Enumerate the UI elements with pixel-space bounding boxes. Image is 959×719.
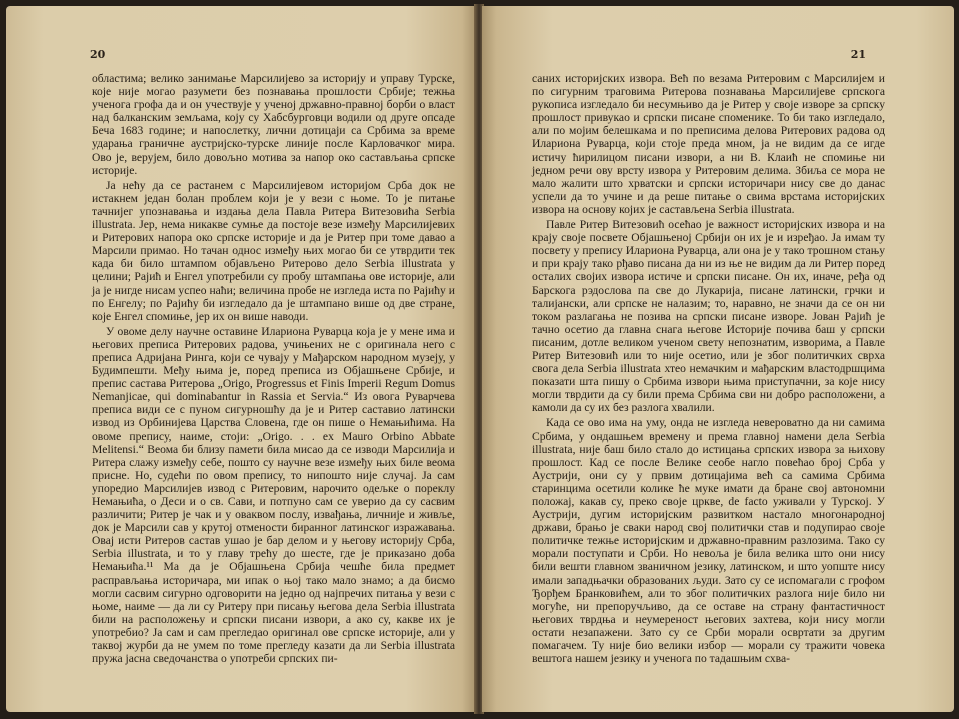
page-number: 20 [90, 48, 106, 61]
paragraph: саних историјских извора. Већ по везама Ритеровим с Марсилијем и по сигурним траговима Ритерова познавања Марсилијеве српскога рукописа изгледало би несумњиво да је Ритер у своје изворе за српску прошлост привукао и српски писане споменике. То би тако изгледало, али по мојим белешкама и по преписима делова Ритерових радова од Илариона Руварца, који стоје преда мном, ја не видим да се игде истичу ћирилицом писани извори, а ни В. Клаић не спомиње ни једном речи ову врсту извора у Ритеровим делима. Збиља се мора не мало жалити што хрватски и српски историчари нису све до данас успели да то учине и да реше питање о свима врстама историјских извора на основу којих је састављена Serbia illustrata. [532, 72, 885, 216]
paragraph: Ја нећу да се растанем с Марсилијевом историјом Срба док не истакнем један болан проблем који је у вези с њоме. То је питање тачнијег упознавања и издања дела Павла Ритера Витезовића Serbia illustrata. Јер, нема никакве сумње да постоје везе између Марсилијевих и Ритерових напора око српске историје и да је Ритер при томе давао а Марсили примао. Но тачан однос између њих могао би се утврдити тек када би било штампом објављено Ритерово дело Serbia illustrata у целини; Рајић и Енгел употребили су пробу штампања ове историје, али ја је нигде нисам успео наћи; величина пробе не изгледа иста по Рајићу и по Енгелу; по Рајићу би изгледало да је штампано више од две стране, које Енгел спомиње, јер их он више наводи. [92, 178, 455, 323]
left-page [6, 6, 476, 712]
page-text [92, 72, 455, 665]
page-text [532, 72, 885, 665]
page-number: 21 [850, 48, 866, 61]
right-page [482, 6, 954, 712]
paragraph: У овоме делу научне оставине Илариона Руварца која је у мене има и његових преписа Ритерових радова, учињених не с оригинала него с преписа Адријана Ринга, који се чувају у Мађарском народном музеју, у Будимпешти. Међу њима је, поред преписа из Објашњене Србије, и препис састава Ритерова „Origo, Progressus et Finis Imperii Regum Domus Nemanjicae, qui dominabantur in Rassia et Servia.“ Из овога Руварчева преписа види се с пуном сигурношћу да је и Ритер саставио латински извод из Орбинијева Царства Словена, где он пише о Немањићима. На овоме препису, наиме, стоји: „Origo. . . ex Mauro Orbino Abbate Melitensi.“ Веома би близу памети била мисао да се изводи Марсилија и Ритера слажу између себе, пошто су научне везе између њих биле веома присне. Но, судећи по овом препису, то нипошто није случај. Ја сам упоредио Марсилијев извод с Ритеровим, нарочито одељке о пореклу Немањића, о Деси и о св. Сави, и потпуно сам се уверио да су сасвим различити; Ритер је чак и у оваквом послу, извађања, личније и живље, док је Марсили сав у крутој отмености биранног латинског изражавања. Овај исти Ритеров састав ушао је бар делом и у његову историју Срба, Serbia illustrata, и то у главу трећу до шесте, где је приказано доба Немањића.¹¹ Ма да је Објашњена Србија чешће била предмет расправљања историчара, ми ипак о њој тако мало знамо; а да бисмо могли сасвим сигурно одговорити на једно од најпречих питања у вези с њоме, наиме — да ли су Ритеру при писању његова дела Serbia illustrata били на расположењу и српски писани извори, а ако су, какве их је употребио? Ја сам и сам прегледао оригинал ове српске историје, али у таквој журби да не умем по томе прегледу казати да ли Serbia illustrata пружа јасна сведочанства о употреби српских пи- [92, 324, 455, 666]
paragraph: областима; велико занимање Марсилијево за историју и управу Турске, које није могао разумети без познавања прошлости Србије; тежња ученога грофа да и он учествује у ученој државно-правној борби о власт над балканским земљама, коју су Хабсбурговци водили од друге опсаде Беча 1683 године; и напослетку, лични дотицаји са Србима за време ударања граничне аустријско-турске линије после Карловачког мира. Ово је, верујем, било довољно мотива за напор око састављања српске историје. [92, 72, 455, 177]
paragraph: Павле Ритер Витезовић осећао је важност историјских извора и на крају своје посвете Објашњеној Србији он их је и изређао. Ја имам ту посвету у препису Илариона Руварца, али она је у тако трошном стању и при крају тако рђаво писана да ни из ње не видим да ли Ритер поред осталих својих извора истиче и српски писане. Он их, иначе, ређа од Барскога рэдослова па све до Лукарија, писане латински, грчки и талијански, али српске не налазим; то, наравно, не значи да се он ни током разлагања не позива на српски писане изворе. Јован Рајић је тачно осетио да главна снага његове Историје почива баш у српски писаним, дотле великом ученом свету непознатим, изворима, а Павле Ритер Витезовић или то није осетио, или је због политичких сврха свога дела Serbia illustrata хтео немачким и мађарским властодршцима показати шта пишу о Србима извори њима приступачни, за које нису могли тврдити да су били према Србима сви ни добро расположени, а камоли да су их без разлога хвалили. [532, 218, 885, 415]
paragraph: Када се ово има на уму, онда не изгледа невероватно да ни самима Србима, у ондашњем времену и према главној намени дела Serbia illustrata, није баш било стало до истицања српских извора за њихову прошлост. Кад се после Велике сеобе нагло повећао број Срба у Аустрији, они су у првим дотицајима већ са самима Србима старинцима осетили колике ће муке имати да бране свој автономни положај, какав су, преко своје цркве, de facto уживали у Турској. У Аустрији, дугим историјским развитком настало многонародној држави, брањо је сваки народ свој политички став и подупирао своје политичке тежње историјским и државно-правним разлозима. Тако су морали поступати и Срби. Но невоља је била велика што они нису били вешти главном званичном језику, латинском, и што уопште нису имали западњачки образованих људи. Зато су се испомагали с грофом Ђорђем Бранковићем, али то због политичких разлога није било ни могуће, ни препоручљиво, да се оставе на страну фантастичност његових тврдња и неумереност његових захтева, који нису могли остати незапажени. Зато су се Срби морали освртати за другим помагачем. Ту није био велики избор — морали су тражити човека вештога нашем језику и ученога по тадашњим схва- [532, 416, 885, 666]
